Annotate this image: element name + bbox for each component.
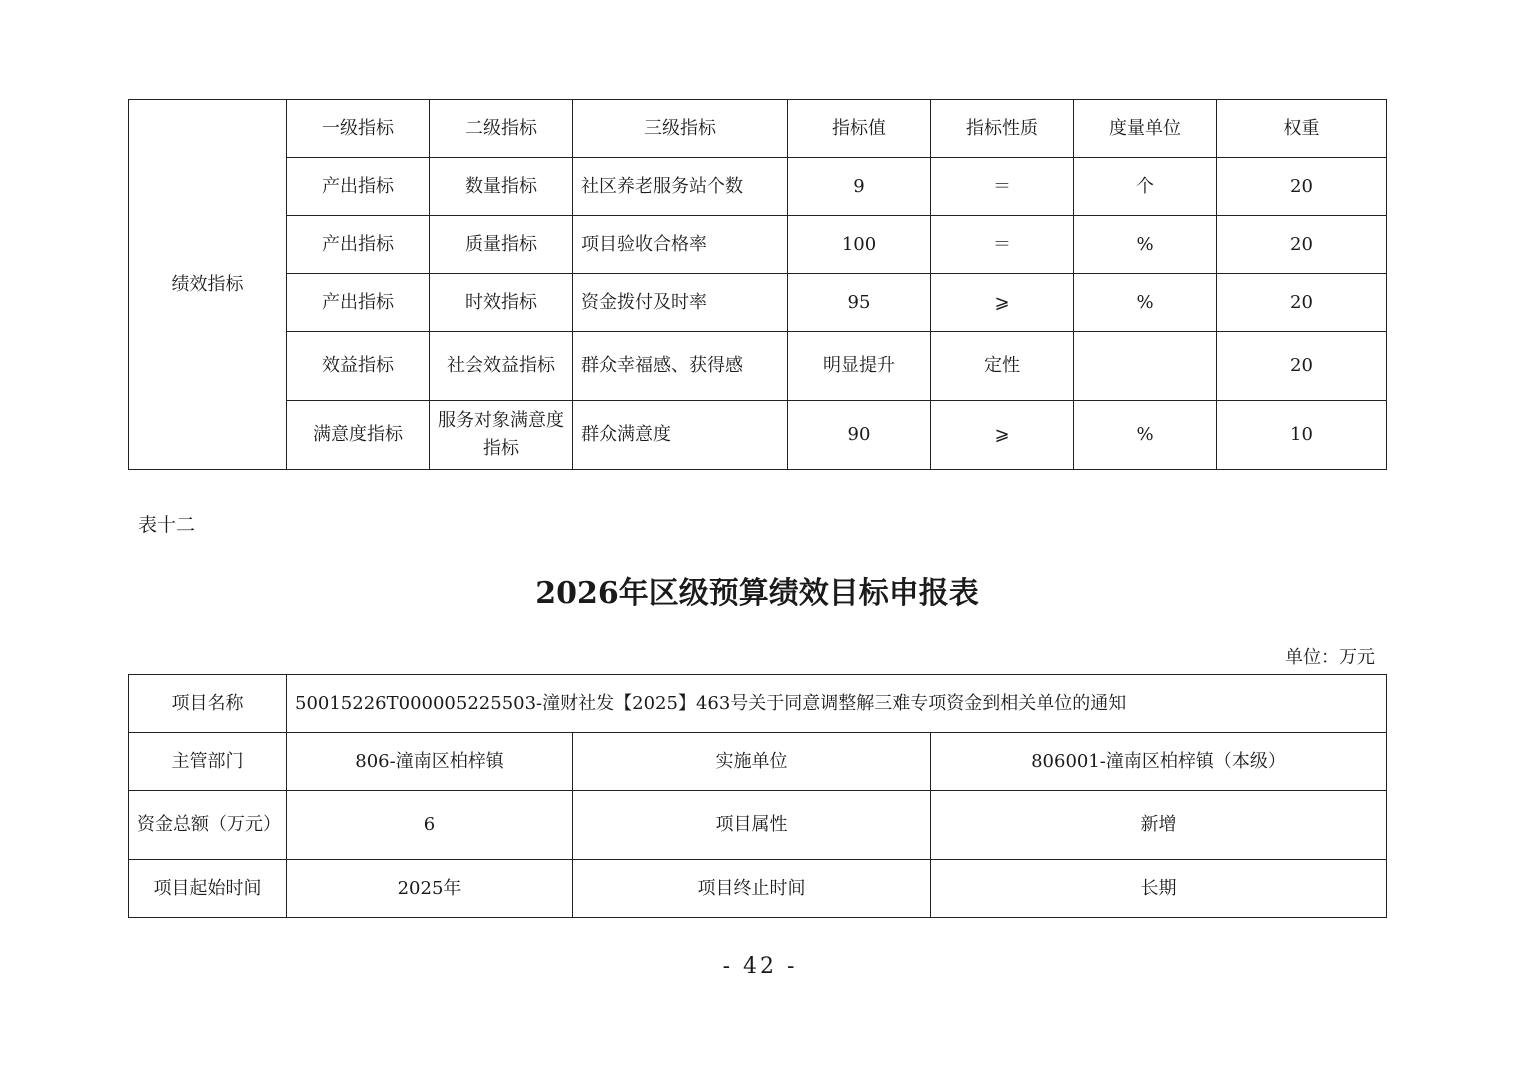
- table-cell: 群众幸福感、获得感: [573, 332, 788, 401]
- table-caption: 表十二: [138, 514, 196, 536]
- column-header: 指标值: [788, 100, 931, 158]
- table-cell: 项目验收合格率: [573, 216, 788, 274]
- table-cell: 质量指标: [430, 216, 573, 274]
- table-cell: %: [1074, 274, 1217, 332]
- attribute-value: 新增: [931, 791, 1387, 860]
- table-cell: 10: [1217, 401, 1387, 470]
- table-cell: 服务对象满意度指标: [430, 401, 573, 470]
- table-cell: 社区养老服务站个数: [573, 158, 788, 216]
- total-funds-label: 资金总额（万元）: [129, 791, 287, 860]
- column-header: 权重: [1217, 100, 1387, 158]
- project-name-value: 50015226T000005225503-潼财社发【2025】463号关于同意调整解三难专项资金到相关单位的通知: [287, 675, 1387, 733]
- implementer-value: 806001-潼南区柏梓镇（本级）: [931, 733, 1387, 791]
- table-cell: 产出指标: [287, 158, 430, 216]
- table-cell: 资金拨付及时率: [573, 274, 788, 332]
- table-cell: 个: [1074, 158, 1217, 216]
- project-info-table: [128, 674, 1387, 918]
- table-cell: 95: [788, 274, 931, 332]
- table-cell: 20: [1217, 274, 1387, 332]
- table-cell: ＝: [931, 158, 1074, 216]
- table-cell: 产出指标: [287, 274, 430, 332]
- table-row: [129, 675, 1387, 733]
- column-header: 一级指标: [287, 100, 430, 158]
- start-time-label: 项目起始时间: [129, 860, 287, 918]
- table-row: [129, 733, 1387, 791]
- table-cell: 9: [788, 158, 931, 216]
- table-row: [129, 401, 1387, 470]
- table-cell: 20: [1217, 158, 1387, 216]
- table-cell: 90: [788, 401, 931, 470]
- implementer-label: 实施单位: [573, 733, 931, 791]
- document-title: 2026年区级预算绩效目标申报表: [535, 576, 979, 611]
- table-cell: %: [1074, 216, 1217, 274]
- table-cell: 数量指标: [430, 158, 573, 216]
- column-header: 二级指标: [430, 100, 573, 158]
- performance-indicators-table: [128, 99, 1387, 470]
- table-cell: ⩾: [931, 401, 1074, 470]
- end-time-value: 长期: [931, 860, 1387, 918]
- table-row: [129, 860, 1387, 918]
- project-name-label: 项目名称: [129, 675, 287, 733]
- table-cell: 时效指标: [430, 274, 573, 332]
- table-header-row: [129, 100, 1387, 158]
- column-header: 指标性质: [931, 100, 1074, 158]
- table-cell: 群众满意度: [573, 401, 788, 470]
- table-cell: 效益指标: [287, 332, 430, 401]
- department-value: 806-潼南区柏梓镇: [287, 733, 573, 791]
- table-cell: 定性: [931, 332, 1074, 401]
- table-cell: 20: [1217, 216, 1387, 274]
- table-cell: 满意度指标: [287, 401, 430, 470]
- column-header: 三级指标: [573, 100, 788, 158]
- table-cell: [1074, 332, 1217, 401]
- table-cell: 产出指标: [287, 216, 430, 274]
- unit-label: 单位：万元: [1285, 647, 1375, 668]
- end-time-label: 项目终止时间: [573, 860, 931, 918]
- table-cell: ＝: [931, 216, 1074, 274]
- table-cell: 100: [788, 216, 931, 274]
- table-row: [129, 791, 1387, 860]
- column-header: 度量单位: [1074, 100, 1217, 158]
- table-row: [129, 158, 1387, 216]
- start-time-value: 2025年: [287, 860, 573, 918]
- table-row: [129, 332, 1387, 401]
- page-number: - 42 -: [722, 954, 798, 979]
- table-cell: %: [1074, 401, 1217, 470]
- table-row: [129, 274, 1387, 332]
- table-row: [129, 216, 1387, 274]
- table-cell: ⩾: [931, 274, 1074, 332]
- department-label: 主管部门: [129, 733, 287, 791]
- table-cell: 明显提升: [788, 332, 931, 401]
- table-cell: 20: [1217, 332, 1387, 401]
- attribute-label: 项目属性: [573, 791, 931, 860]
- total-funds-value: 6: [287, 791, 573, 860]
- performance-side-label: 绩效指标: [129, 100, 287, 470]
- table-cell: 社会效益指标: [430, 332, 573, 401]
